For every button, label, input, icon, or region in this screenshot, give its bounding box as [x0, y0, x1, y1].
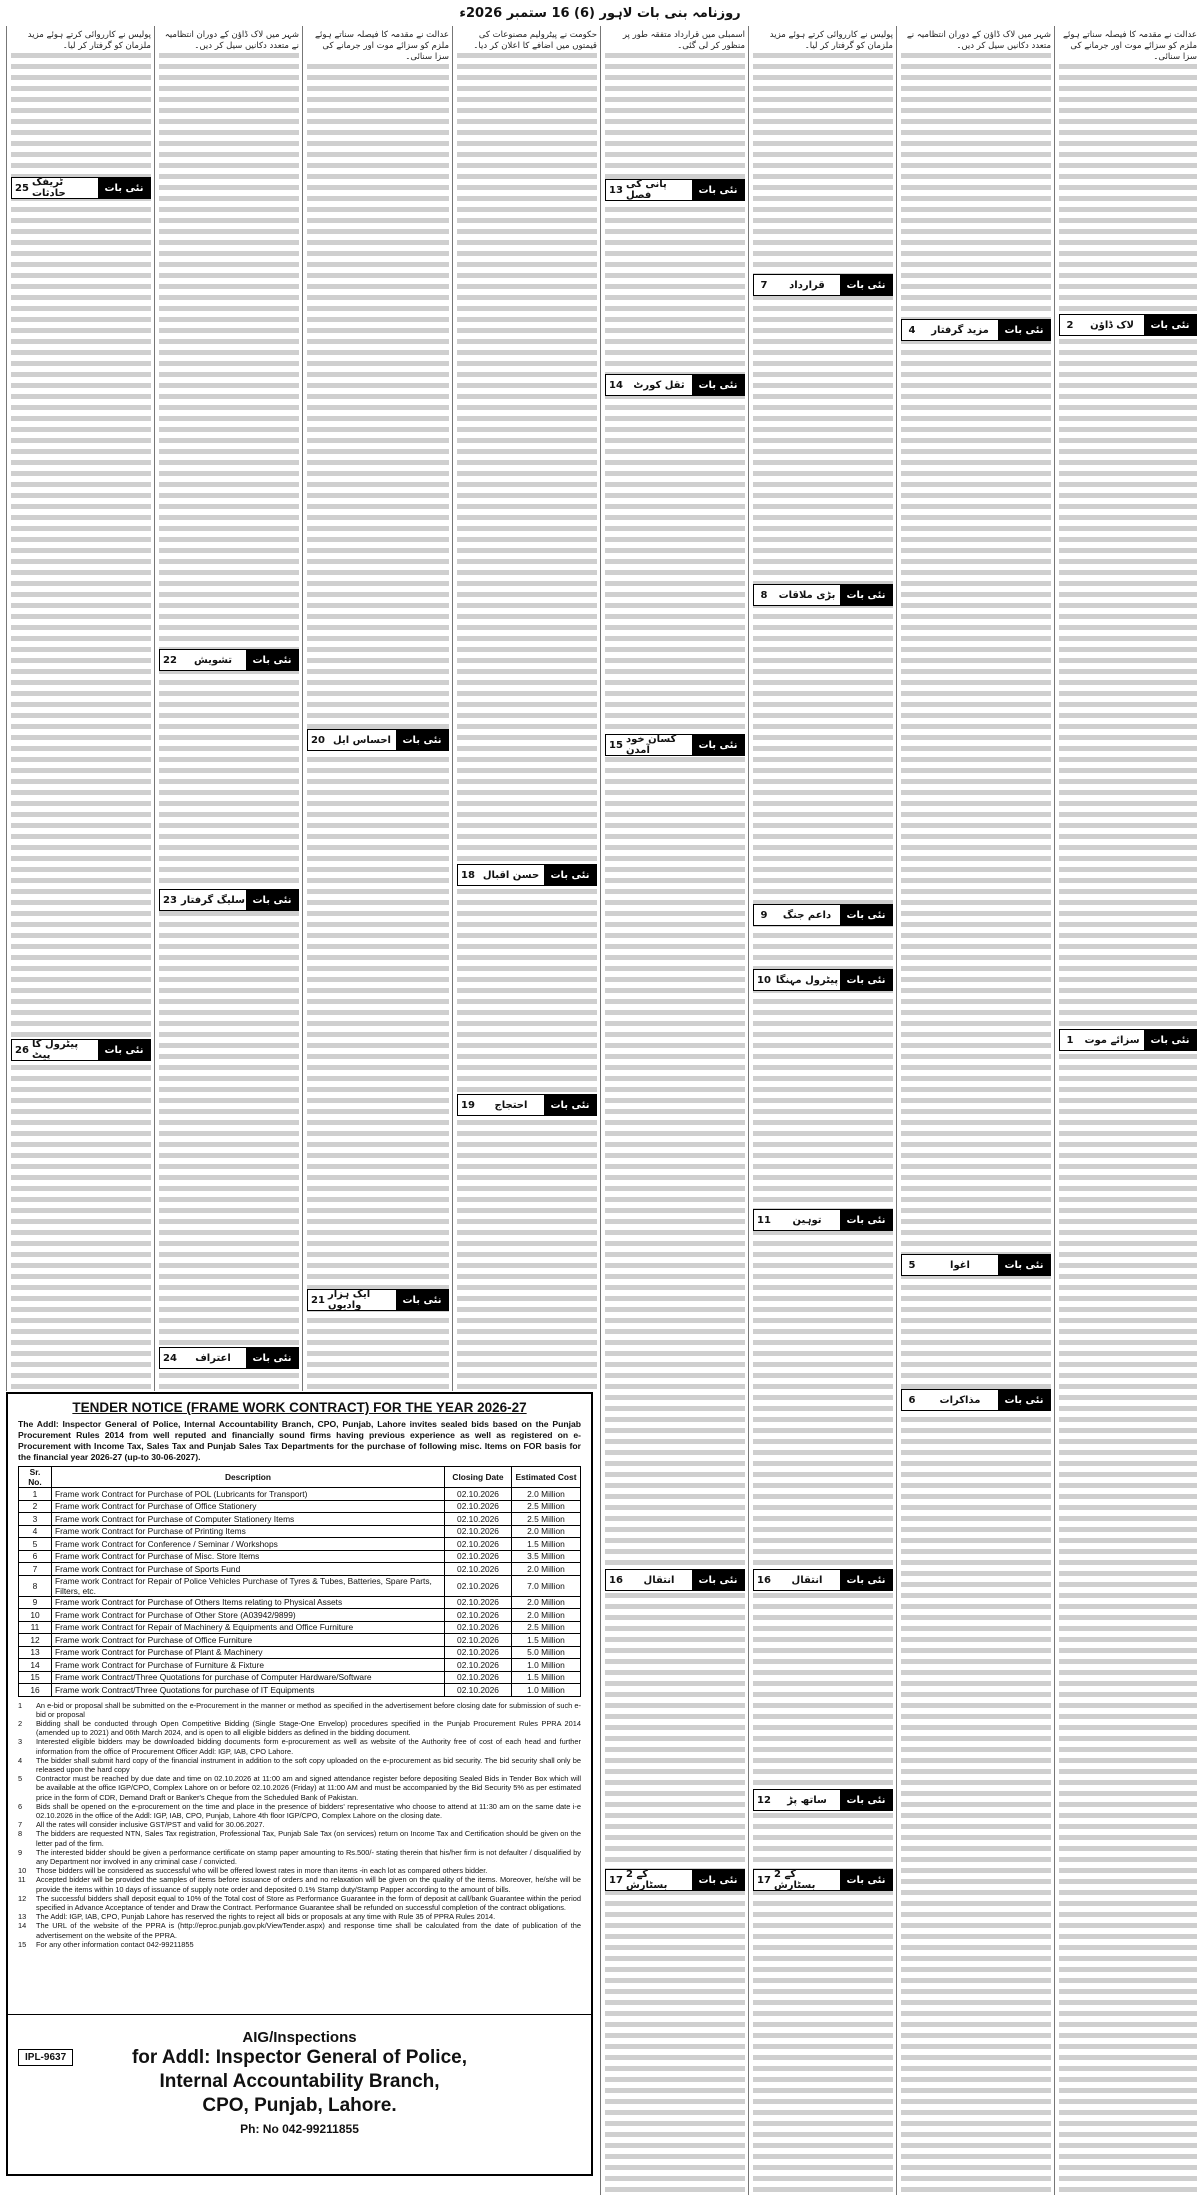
sr-cell: 9 — [19, 1596, 52, 1609]
description-cell: Frame work Contract for Purchase of POL (Lubricants for Transport) — [52, 1488, 445, 1501]
term-number: 6 — [18, 1801, 23, 1811]
col-sr: Sr. No. — [19, 1467, 52, 1488]
story-number: 1 — [1066, 1034, 1074, 1046]
story-number: 16 — [757, 1574, 771, 1586]
tender-row — [19, 1646, 581, 1659]
closing-date-cell: 02.10.2026 — [445, 1609, 512, 1622]
term-text: Accepted bidder will be provided the samples of items before issuance of orders and no relaxation will be given on the quality of the items. Moreover, he/she will be provide the items within 10 days of issuance of supply note order and deposited 0.1% Stamp duty/Stamp Papper according to the amount of bills. — [36, 1875, 581, 1894]
tender-row — [19, 1684, 581, 1697]
story-number: 8 — [760, 589, 768, 601]
story-header — [307, 729, 449, 751]
closing-date-cell: 02.10.2026 — [445, 1596, 512, 1609]
story-headline: انتقال — [791, 1574, 823, 1586]
story-text: اسمبلی میں قرارداد متفقہ طور پر منظور کر لی گئی۔ — [605, 30, 745, 52]
term-text: For any other information contact 042-99211855 — [36, 1939, 194, 1949]
term-text: An e-bid or proposal shall be submitted on the e-Procurement in the manner or method as specified in the advertisement before closing date for submission of such e-bid or proposal — [36, 1700, 581, 1719]
tender-term — [18, 1820, 581, 1829]
sr-cell: 5 — [19, 1538, 52, 1551]
tender-term — [18, 1875, 581, 1893]
description-cell: Frame work Contract for Purchase of Printing Items — [52, 1525, 445, 1538]
story-headline: حسن اقبال — [482, 869, 540, 881]
story-number: 18 — [461, 869, 475, 881]
tender-term — [18, 1921, 581, 1939]
tender-term — [18, 1848, 581, 1866]
description-cell: Frame work Contract/Three Quotations for purchase of IT Equipments — [52, 1684, 445, 1697]
story-headline: کے 2 بسٹارش — [626, 1869, 668, 1891]
tender-title: TENDER NOTICE (FRAME WORK CONTRACT) FOR THE YEAR 2026-27 — [72, 1400, 527, 1415]
cost-cell: 1.5 Million — [512, 1538, 581, 1551]
story-header — [753, 1869, 893, 1891]
closing-date-cell: 02.10.2026 — [445, 1513, 512, 1526]
news-column — [896, 26, 1055, 2195]
term-number: 11 — [18, 1875, 26, 1885]
story-headline: ثقل کورٹ — [633, 379, 685, 391]
brand-tag: نئی بات — [246, 890, 298, 910]
cost-cell: 1.5 Million — [512, 1671, 581, 1684]
term-text: The bidders are requested NTN, Sales Tax registration, Professional Tax, Punjab Sale Tax (on services) return on Income Tax and Certification should be given on the letter pad of the firm. — [36, 1829, 581, 1848]
col-description: Description — [52, 1467, 445, 1488]
description-cell: Frame work Contract for Conference / Seminar / Workshops — [52, 1538, 445, 1551]
story-number: 9 — [760, 909, 768, 921]
closing-date-cell: 02.10.2026 — [445, 1621, 512, 1634]
cost-cell: 1.5 Million — [512, 1634, 581, 1647]
story-number: 2 — [1066, 319, 1074, 331]
text-lines — [11, 28, 151, 1391]
closing-date-cell: 02.10.2026 — [445, 1538, 512, 1551]
sr-cell: 3 — [19, 1513, 52, 1526]
story-header — [753, 904, 893, 926]
story-header — [11, 177, 151, 199]
story-headline: تشویش — [193, 654, 233, 666]
story-text: حکومت نے پیٹرولیم مصنوعات کی قیمتوں میں اضافے کا اعلان کر دیا۔ — [457, 30, 597, 52]
term-text: The interested bidder should be given a performance certificate on stamp paper amounting to Rs.500/- stating therein that his/her firm is not defaulter / disqualified by any Department nor involved in any criminal case / convicted. — [36, 1847, 581, 1866]
tender-term — [18, 1866, 581, 1875]
brand-tag: نئی بات — [840, 275, 892, 295]
description-cell: Frame work Contract for Purchase of Computer Stationery Items — [52, 1513, 445, 1526]
term-text: All the rates will consider inclusive GST/PST and valid for 30.06.2027. — [36, 1820, 265, 1830]
story-header — [1059, 1029, 1197, 1051]
description-cell: Frame work Contract for Purchase of Sports Fund — [52, 1563, 445, 1576]
term-text: Interested eligible bidders may be downloaded bidding documents form e-procurement as well as website of the Authority free of cost of each head and further information from the office of Procurement Officer Addl: IGP, IAB, CPO Lahore. — [36, 1737, 581, 1756]
brand-tag: نئی بات — [840, 1870, 892, 1890]
closing-date-cell: 02.10.2026 — [445, 1500, 512, 1513]
brand-tag: نئی بات — [840, 1210, 892, 1230]
story-header — [605, 734, 745, 756]
story-number: 26 — [15, 1044, 29, 1056]
brand-tag: نئی بات — [692, 1570, 744, 1590]
sr-cell: 14 — [19, 1659, 52, 1672]
tender-term — [18, 1802, 581, 1820]
col-estimated-cost: Estimated Cost — [512, 1467, 581, 1488]
term-number: 8 — [18, 1829, 23, 1839]
tender-row — [19, 1563, 581, 1576]
term-number: 9 — [18, 1847, 23, 1857]
story-header — [753, 1209, 893, 1231]
news-column — [748, 26, 897, 2195]
story-header — [753, 1569, 893, 1591]
tender-row — [19, 1621, 581, 1634]
story-headline: مذاکرات — [939, 1394, 981, 1406]
tender-intro: The Addl: Inspector General of Police, Internal Accountability Branch, CPO, Punjab, Lahore invites sealed bids based on the Punjab Procurement Rules 2014 from well reputed and financially sound firms having previous experience as well as registered on e-Procurement with Income Tax, Sales Tax and Punjab Sales Tax Departments for the purchase of following misc. Items on FOR basis for the financial year 2026-27 (up-to 30-06-2027). — [18, 1419, 581, 1462]
sr-cell: 4 — [19, 1525, 52, 1538]
story-text: پولیس نے کارروائی کرتے ہوئے مزید ملزمان کو گرفتار کر لیا۔ — [11, 30, 151, 52]
term-text: Contractor must be reached by due date and time on 02.10.2026 at 11:00 am and signed attendance register before depositing Sealed Bids in Tender Box which will be available at the office IGP/CPO, Complex Lahore on or before 02.10.2026 (Friday) at 11:00 AM and must be accompanied by the Bid Security 5% as per estimated price in the form of CDR, Demand Draft or Banker's Cheque from the Scheduled Bank of Pakistan. — [36, 1774, 581, 1802]
story-header — [901, 1254, 1051, 1276]
term-number: 14 — [18, 1921, 27, 1931]
brand-tag: نئی بات — [998, 1255, 1050, 1275]
story-number: 25 — [15, 182, 29, 194]
tender-row — [19, 1488, 581, 1501]
term-text: The successful bidders shall deposit equal to 10% of the Total cost of Store as Performance Guarantee in the form of deposit at call/bank Guarantee within the period specified in Advance Acceptance of tender and Draw the Contract. Performance Guarantee shall be refunded on successful completion of the contract obligations. — [36, 1893, 581, 1912]
brand-tag: نئی بات — [840, 970, 892, 990]
news-column — [154, 26, 303, 1391]
cost-cell: 3.5 Million — [512, 1550, 581, 1563]
tender-term — [18, 1912, 581, 1921]
description-cell: Frame work Contract for Purchase of Others Items relating to Physical Assets — [52, 1596, 445, 1609]
story-number: 12 — [757, 1794, 771, 1806]
story-header — [457, 1094, 597, 1116]
story-headline: مزید گرفتار — [931, 324, 989, 336]
story-number: 10 — [757, 974, 771, 986]
sr-cell: 1 — [19, 1488, 52, 1501]
term-number: 5 — [18, 1774, 23, 1784]
brand-tag: نئی بات — [692, 375, 744, 395]
story-number: 22 — [163, 654, 177, 666]
story-text: شہر میں لاک ڈاؤن کے دوران انتظامیہ نے متعدد دکانیں سیل کر دیں۔ — [159, 30, 299, 52]
tender-row — [19, 1671, 581, 1684]
story-headline: بڑی ملاقات — [778, 589, 836, 601]
term-number: 4 — [18, 1755, 23, 1765]
signatory-phone: Ph: No 042-99211855 — [240, 2122, 359, 2136]
brand-tag: نئی بات — [1144, 315, 1196, 335]
tender-table — [18, 1466, 581, 1697]
term-number: 7 — [18, 1820, 23, 1830]
tender-row — [19, 1500, 581, 1513]
description-cell: Frame work Contract for Repair of Police Vehicles Purchase of Tyres & Tubes, Batteries, Spare Parts, Filters, etc. — [52, 1575, 445, 1596]
story-header — [159, 649, 299, 671]
story-headline: قرارداد — [789, 279, 825, 291]
story-headline: داعم جنگ — [782, 909, 832, 921]
tender-term — [18, 1894, 581, 1912]
description-cell: Frame work Contract for Purchase of Plant & Machinery — [52, 1646, 445, 1659]
story-headline: پیٹرول کا پیٹ — [32, 1039, 79, 1061]
cost-cell: 2.5 Million — [512, 1500, 581, 1513]
text-lines — [901, 28, 1051, 2195]
closing-date-cell: 02.10.2026 — [445, 1550, 512, 1563]
brand-tag: نئی بات — [692, 1870, 744, 1890]
cost-cell: 7.0 Million — [512, 1575, 581, 1596]
cost-cell: 2.0 Million — [512, 1596, 581, 1609]
brand-tag: نئی بات — [544, 865, 596, 885]
text-lines — [457, 28, 597, 1391]
description-cell: Frame work Contract for Repair of Machinery & Equipments and Office Furniture — [52, 1621, 445, 1634]
story-headline: لاک ڈاؤن — [1090, 319, 1134, 331]
cost-cell: 1.0 Million — [512, 1684, 581, 1697]
cost-cell: 2.0 Million — [512, 1609, 581, 1622]
tender-row — [19, 1609, 581, 1622]
story-header — [159, 889, 299, 911]
story-header — [1059, 314, 1197, 336]
signatory-title: AIG/Inspections — [242, 2029, 357, 2046]
story-number: 7 — [760, 279, 768, 291]
term-text: The Addl: IGP, IAB, CPO, Punjab Lahore has reserved the rights to reject all bids or proposals at any time with Rule 35 of PPRA Rules 2014. — [36, 1912, 496, 1922]
tender-row — [19, 1513, 581, 1526]
story-number: 6 — [908, 1394, 916, 1406]
tender-row — [19, 1575, 581, 1596]
news-column — [600, 26, 749, 2195]
closing-date-cell: 02.10.2026 — [445, 1563, 512, 1576]
text-lines — [1059, 28, 1197, 2195]
cost-cell: 2.0 Million — [512, 1488, 581, 1501]
tender-term — [18, 1829, 581, 1847]
description-cell: Frame work Contract for Purchase of Office Furniture — [52, 1634, 445, 1647]
story-header — [605, 179, 745, 201]
term-number: 10 — [18, 1866, 27, 1876]
closing-date-cell: 02.10.2026 — [445, 1684, 512, 1697]
cost-cell: 2.5 Million — [512, 1621, 581, 1634]
story-header — [159, 1347, 299, 1369]
story-header — [901, 1389, 1051, 1411]
brand-tag: نئی بات — [998, 1390, 1050, 1410]
story-number: 19 — [461, 1099, 475, 1111]
description-cell: Frame work Contract for Purchase of Other Store (A03942/9899) — [52, 1609, 445, 1622]
text-lines — [159, 28, 299, 1391]
story-number: 17 — [609, 1874, 623, 1886]
closing-date-cell: 02.10.2026 — [445, 1488, 512, 1501]
term-text: Those bidders will be considered as successful who will be offered lowest rates in more than items -in each lot as compared others bidder. — [36, 1866, 488, 1876]
sr-cell: 7 — [19, 1563, 52, 1576]
brand-tag: نئی بات — [840, 585, 892, 605]
story-headline: ایک ہزار وادیوں — [328, 1289, 371, 1311]
cost-cell: 1.0 Million — [512, 1659, 581, 1672]
news-column — [302, 26, 453, 1391]
story-headline: کے 2 بسٹارش — [774, 1869, 816, 1891]
story-headline: اعتراف — [195, 1352, 231, 1364]
tender-term — [18, 1940, 581, 1949]
story-number: 24 — [163, 1352, 177, 1364]
description-cell: Frame work Contract for Purchase of Furniture & Fixture — [52, 1659, 445, 1672]
sr-cell: 10 — [19, 1609, 52, 1622]
story-header — [753, 1789, 893, 1811]
cost-cell: 2.0 Million — [512, 1563, 581, 1576]
sr-cell: 12 — [19, 1634, 52, 1647]
brand-tag: نئی بات — [246, 1348, 298, 1368]
tender-row — [19, 1634, 581, 1647]
news-column — [6, 26, 155, 1391]
closing-date-cell: 02.10.2026 — [445, 1575, 512, 1596]
story-text: عدالت نے مقدمہ کا فیصلہ سناتے ہوئے ملزم کو سزائے موت اور جرمانے کی سزا سنائی۔ — [1059, 30, 1197, 63]
term-number: 1 — [18, 1700, 23, 1710]
description-cell: Frame work Contract/Three Quotations for purchase of Computer Hardware/Software — [52, 1671, 445, 1684]
signature-block — [8, 2014, 591, 2173]
term-number: 2 — [18, 1718, 23, 1728]
brand-tag: نئی بات — [246, 650, 298, 670]
story-text: شہر میں لاک ڈاؤن کے دوران انتظامیہ نے متعدد دکانیں سیل کر دیں۔ — [901, 30, 1051, 52]
sr-cell: 15 — [19, 1671, 52, 1684]
story-number: 11 — [757, 1214, 771, 1226]
story-number: 5 — [908, 1259, 916, 1271]
brand-tag: نئی بات — [1144, 1030, 1196, 1050]
term-number: 12 — [18, 1893, 27, 1903]
signatory-branch: Internal Accountability Branch, — [159, 2071, 440, 2092]
text-lines — [307, 28, 449, 1391]
story-number: 15 — [609, 739, 623, 751]
tender-term — [18, 1701, 581, 1719]
col-closing-date: Closing Date — [445, 1467, 512, 1488]
news-column — [452, 26, 601, 1391]
story-header — [753, 584, 893, 606]
story-header — [605, 374, 745, 396]
sr-cell: 8 — [19, 1575, 52, 1596]
closing-date-cell: 02.10.2026 — [445, 1634, 512, 1647]
term-text: Bidding shall be conducted through Open Competitive Bidding (Single Stage-One Envelop) procedures specified in the Punjab Procurement Rules PPRA 2014 (amended up to 2021) and 06th March 2024, and is open to all eligible bidders as defined in the bidding document. — [36, 1718, 581, 1738]
story-header — [11, 1039, 151, 1061]
closing-date-cell: 02.10.2026 — [445, 1525, 512, 1538]
story-header — [307, 1289, 449, 1311]
term-text: Bids shall be opened on the e-procurement on the time and place in the presence of bidders' representative who choose to attend at 11:30 am on the same date i-e 02.10.2026 in the office of the Addl: IGP, IAB, CPO, Punjab, Lahore 4th floor IGP/CPO, Complex Lahore on the closing date. — [36, 1801, 581, 1820]
tender-row — [19, 1596, 581, 1609]
tender-table-body — [19, 1488, 581, 1697]
brand-tag: نئی بات — [544, 1095, 596, 1115]
sr-cell: 11 — [19, 1621, 52, 1634]
brand-tag: نئی بات — [396, 1290, 448, 1310]
story-number: 20 — [311, 734, 325, 746]
story-header — [457, 864, 597, 886]
story-header — [753, 969, 893, 991]
story-headline: سزائے موت — [1084, 1034, 1140, 1046]
brand-tag: نئی بات — [692, 735, 744, 755]
sr-cell: 13 — [19, 1646, 52, 1659]
story-headline: انتقال — [643, 1574, 675, 1586]
story-header — [753, 274, 893, 296]
description-cell: Frame work Contract for Purchase of Office Stationery — [52, 1500, 445, 1513]
ipl-number: IPL-9637 — [18, 2049, 73, 2066]
sr-cell: 2 — [19, 1500, 52, 1513]
story-header — [605, 1569, 745, 1591]
brand-tag: نئی بات — [396, 730, 448, 750]
story-headline: احتجاج — [494, 1099, 528, 1111]
story-number: 16 — [609, 1574, 623, 1586]
tender-row — [19, 1525, 581, 1538]
tender-row — [19, 1659, 581, 1672]
brand-tag: نئی بات — [840, 1790, 892, 1810]
newspaper-masthead: روزنامہ بنی بات لاہور (6) 16 ستمبر 2026ء — [459, 6, 741, 21]
tender-term — [18, 1719, 581, 1737]
tender-terms — [18, 1701, 581, 1949]
story-headline: ساتھ پڑ — [787, 1794, 827, 1806]
signatory-location: CPO, Punjab, Lahore. — [202, 2095, 397, 2116]
story-headline: پانی کی فصل — [626, 179, 667, 201]
story-headline: پیٹرول مہنگا — [775, 974, 839, 986]
story-headline: توہین — [792, 1214, 822, 1226]
tender-row — [19, 1550, 581, 1563]
term-text: The URL of the website of the PPRA is (http://eproc.punjab.gov.pk/ViewTender.aspx) and response time shall be calculated from the date of publication of the advertisement on the website of the PPRA. — [36, 1921, 581, 1940]
term-number: 13 — [18, 1912, 27, 1922]
term-number: 15 — [18, 1939, 27, 1949]
story-number: 4 — [908, 324, 916, 336]
tender-term — [18, 1737, 581, 1755]
story-headline: اغوا — [950, 1259, 970, 1271]
description-cell: Frame work Contract for Purchase of Misc. Store Items — [52, 1550, 445, 1563]
story-headline: احساس ایل — [333, 734, 391, 746]
brand-tag: نئی بات — [840, 905, 892, 925]
tender-term — [18, 1774, 581, 1802]
sr-cell: 16 — [19, 1684, 52, 1697]
closing-date-cell: 02.10.2026 — [445, 1671, 512, 1684]
sr-cell: 6 — [19, 1550, 52, 1563]
story-text: عدالت نے مقدمہ کا فیصلہ سناتے ہوئے ملزم کو سزائے موت اور جرمانے کی سزا سنائی۔ — [307, 30, 449, 63]
brand-tag: نئی بات — [840, 1570, 892, 1590]
story-number: 13 — [609, 184, 623, 196]
brand-tag: نئی بات — [998, 320, 1050, 340]
story-number: 23 — [163, 894, 177, 906]
brand-tag: نئی بات — [692, 180, 744, 200]
tender-table-header — [19, 1467, 581, 1488]
story-headline: کسان خود آمدن — [626, 734, 677, 756]
closing-date-cell: 02.10.2026 — [445, 1659, 512, 1672]
cost-cell: 2.5 Million — [512, 1513, 581, 1526]
term-number: 3 — [18, 1737, 23, 1747]
tender-term — [18, 1756, 581, 1774]
story-text: پولیس نے کارروائی کرتے ہوئے مزید ملزمان کو گرفتار کر لیا۔ — [753, 30, 893, 52]
news-column — [1054, 26, 1200, 2195]
story-headline: سلیگ گرفتار — [181, 894, 245, 906]
story-number: 14 — [609, 379, 623, 391]
story-headline: ٹریفک حادثات — [32, 177, 66, 199]
signatory-office: for Addl: Inspector General of Police, — [131, 2047, 467, 2068]
story-header — [901, 319, 1051, 341]
cost-cell: 2.0 Million — [512, 1525, 581, 1538]
cost-cell: 5.0 Million — [512, 1646, 581, 1659]
brand-tag: نئی بات — [98, 1040, 150, 1060]
tender-notice — [6, 1392, 593, 2176]
term-text: The bidder shall submit hard copy of the financial instrument in addition to the soft copy uploaded on the e-procurement as bid security. The bid security shall only be released upon the hard copy — [36, 1755, 581, 1774]
brand-tag: نئی بات — [98, 178, 150, 198]
closing-date-cell: 02.10.2026 — [445, 1646, 512, 1659]
story-number: 21 — [311, 1294, 325, 1306]
tender-row — [19, 1538, 581, 1551]
story-number: 17 — [757, 1874, 771, 1886]
story-header — [605, 1869, 745, 1891]
